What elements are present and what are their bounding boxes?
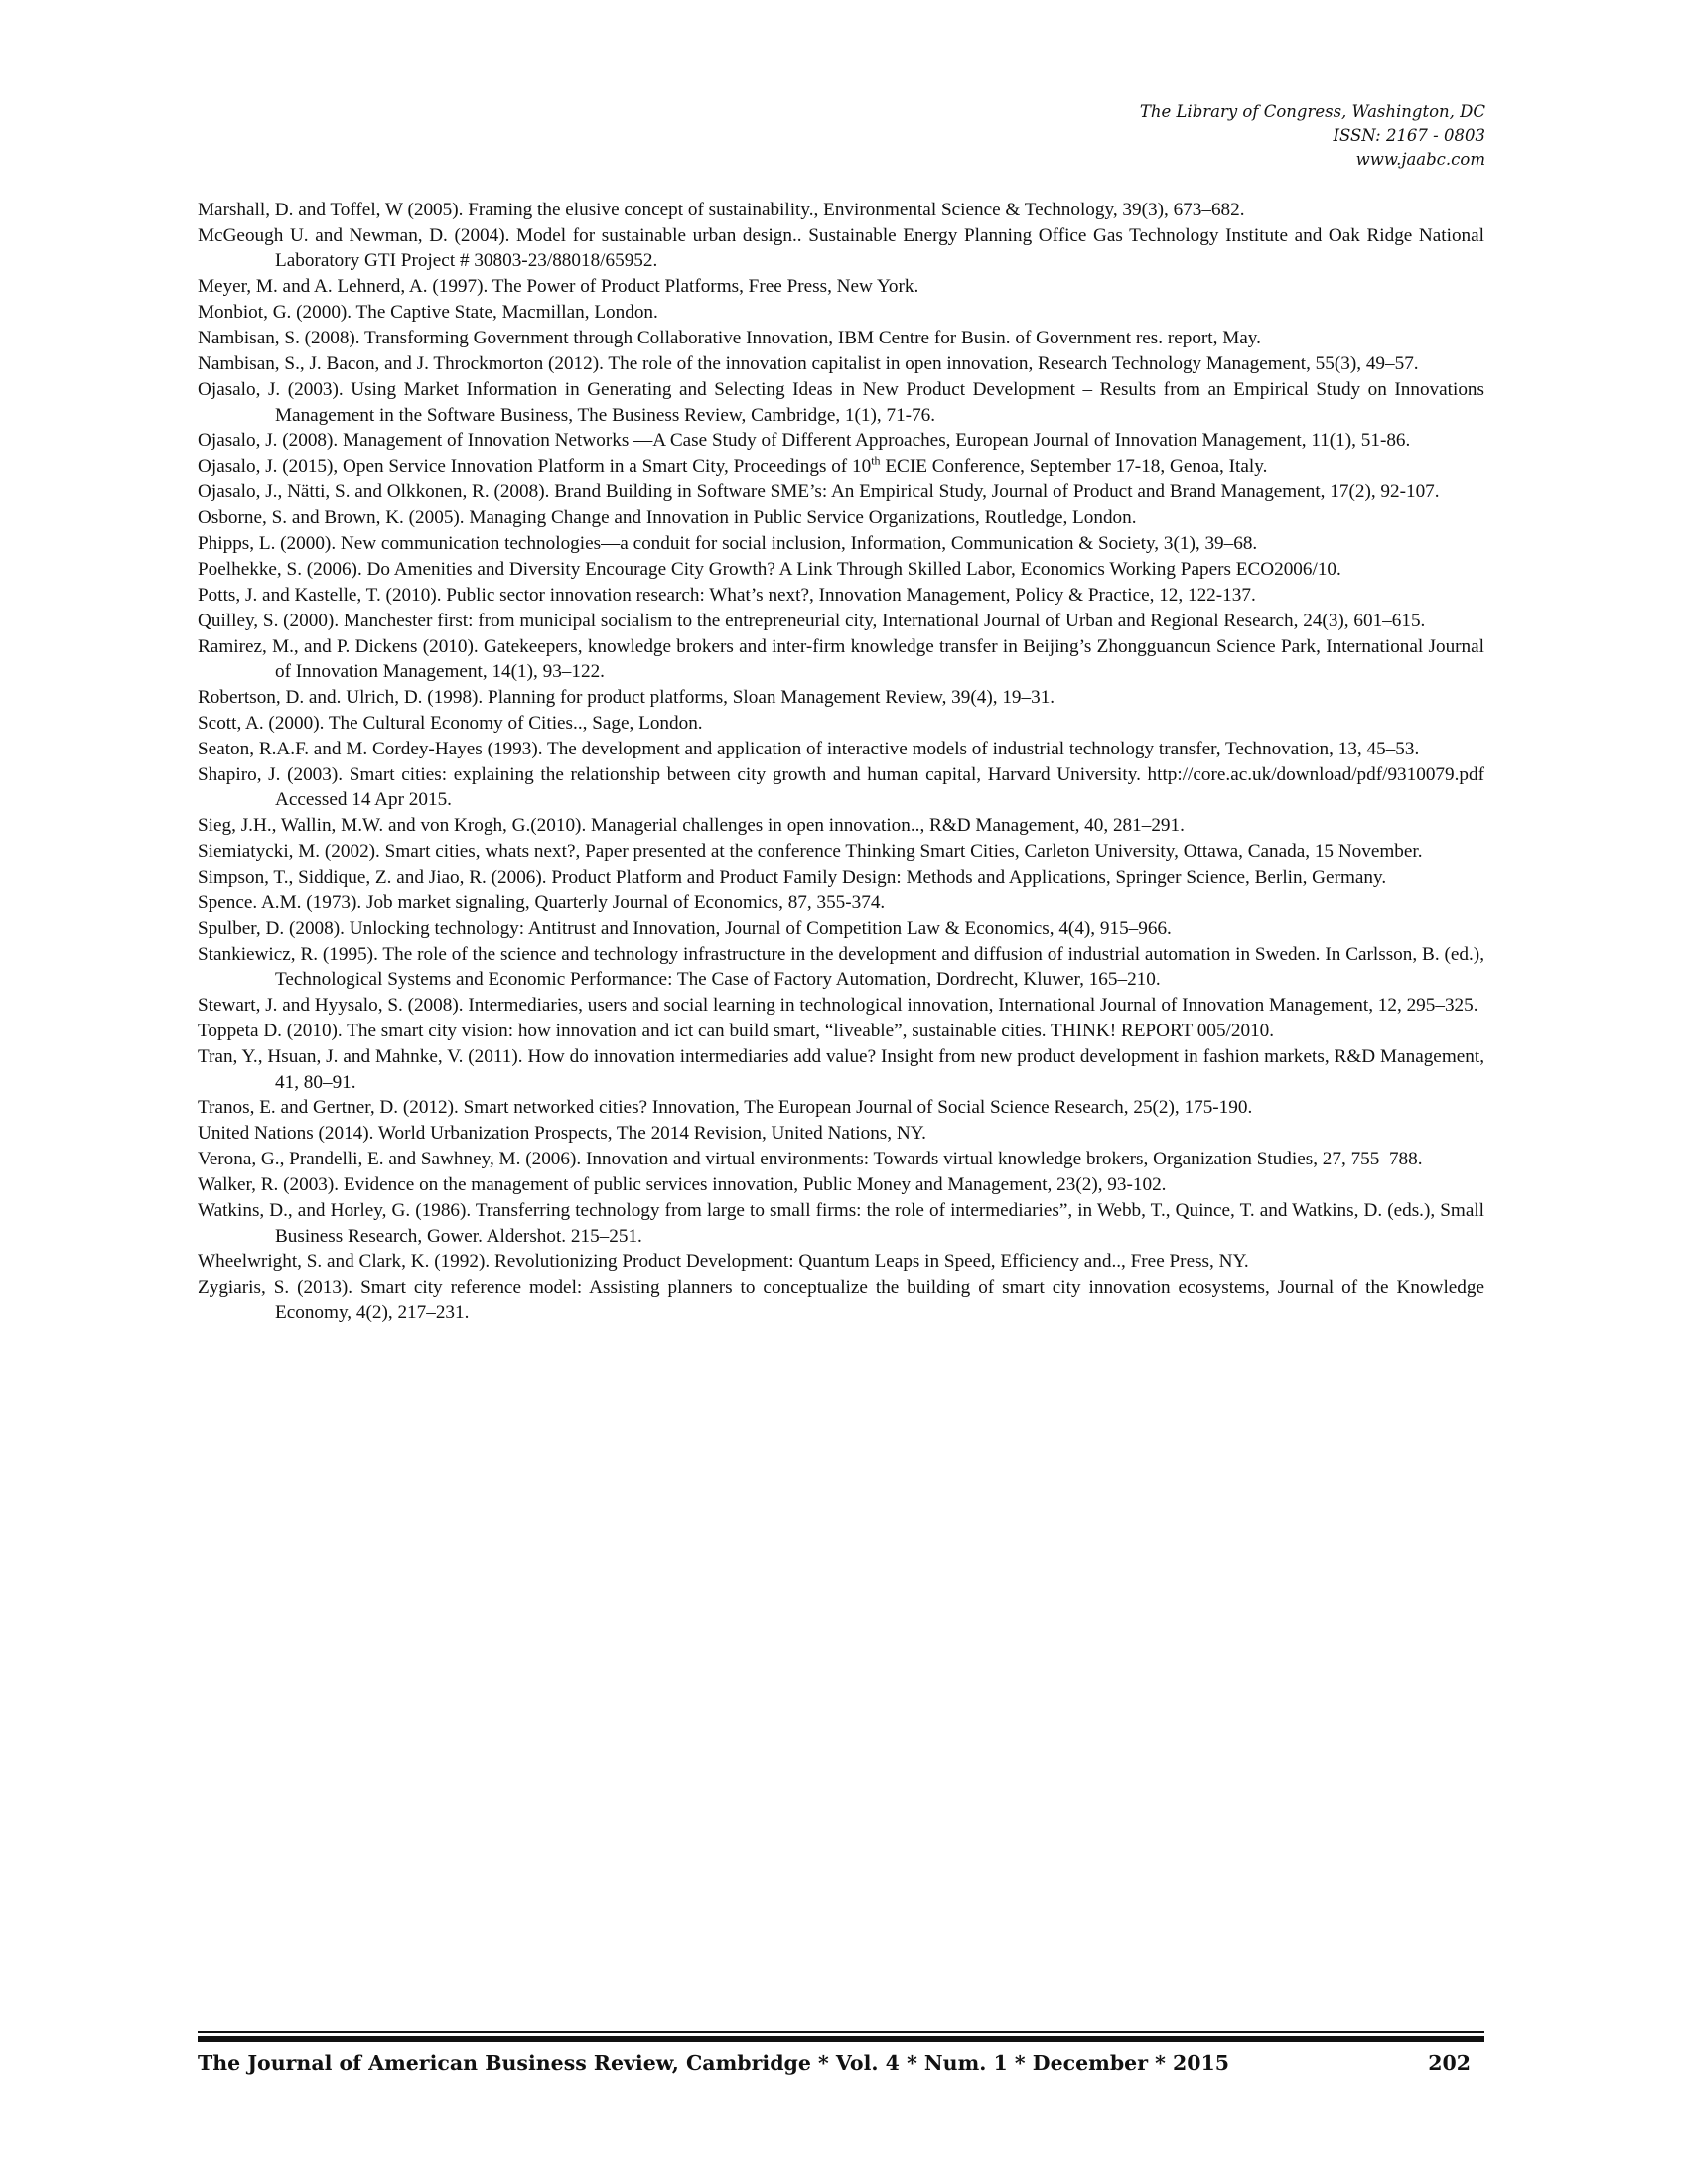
reference-entry: Ramirez, M., and P. Dickens (2010). Gatekeepers, knowledge brokers and inter-firm knowledge transfer in Beijing’s Zhongguancun Science Park, International Journal of Innovation Management, 14(1), 93–122. — [198, 635, 1484, 683]
reference-entry: Simpson, T., Siddique, Z. and Jiao, R. (2006). Product Platform and Product Family Design: Methods and Applications, Springer Science, Berlin, Germany. — [198, 866, 1387, 887]
reference-entry: Potts, J. and Kastelle, T. (2010). Public sector innovation research: What’s next?, Innovation Management, Policy & Practice, 12, 122-137. — [198, 584, 1256, 606]
reference-entry: Quilley, S. (2000). Manchester first: from municipal socialism to the entrepreneurial city, International Journal of Urban and Regional Research, 24(3), 601–615. — [198, 610, 1426, 631]
reference-entry: Ojasalo, J. (2008). Management of Innovation Networks —A Case Study of Different Approaches, European Journal of Innovation Management, 11(1), 51-86. — [198, 430, 1411, 452]
footer-rule-thick — [198, 2036, 1484, 2042]
reference-entry — [198, 454, 1484, 479]
reference-entry: Sieg, J.H., Wallin, M.W. and von Krogh, G.(2010). Managerial challenges in open innovation.., R&D Management, 40, 281–291. — [198, 815, 1185, 837]
reference-entry: Watkins, D., and Horley, G. (1986). Transferring technology from large to small firms: the role of intermediaries”, in Webb, T., Quince, T. and Watkins, D. (eds.), Small Business Research, Gower. Aldershot. 215–251. — [198, 1199, 1484, 1247]
reference-entry: Siemiatycki, M. (2002). Smart cities, whats next?, Paper presented at the conference Thinking Smart Cities, Carleton University, Ottawa, Canada, 15 November. — [198, 841, 1423, 863]
reference-entry: Wheelwright, S. and Clark, K. (1992). Revolutionizing Product Development: Quantum Leaps in Speed, Efficiency and.., Free Press, NY. — [198, 1251, 1249, 1273]
reference-entry: Phipps, L. (2000). New communication technologies—a conduit for social inclusion, Information, Communication & Society, 3(1), 39–68. — [198, 532, 1258, 554]
reference-entry: Verona, G., Prandelli, E. and Sawhney, M. (2006). Innovation and virtual environments: Towards virtual knowledge brokers, Organization Studies, 27, 755–788. — [198, 1149, 1423, 1170]
reference-entry: Zygiaris, S. (2013). Smart city reference model: Assisting planners to conceptualize the building of smart city innovation ecosystems, Journal of the Knowledge Economy, 4(2), 217–231. — [198, 1277, 1484, 1323]
running-header — [1140, 100, 1485, 172]
reference-entry: Robertson, D. and. Ulrich, D. (1998). Planning for product platforms, Sloan Management Review, 39(4), 19–31. — [198, 687, 1055, 709]
reference-text: Ojasalo, J. (2015), Open Service Innovation Platform in a Smart City, Proceedings of 10 — [198, 456, 872, 478]
reference-entry: Scott, A. (2000). The Cultural Economy of Cities.., Sage, London. — [198, 712, 703, 734]
reference-entry: Shapiro, J. (2003). Smart cities: explaining the relationship between city growth and human capital, Harvard University. http://core.ac.uk/download/pdf/9310079.pdf Accessed 14 Apr 2015. — [198, 763, 1484, 811]
reference-entry: Ojasalo, J., Nätti, S. and Olkkonen, R. (2008). Brand Building in Software SME’s: An Empirical Study, Journal of Product and Brand Management, 17(2), 92-107. — [198, 481, 1440, 503]
reference-entry: Nambisan, S., J. Bacon, and J. Throckmorton (2012). The role of the innovation capitalist in open innovation, Research Technology Management, 55(3), 49–57. — [198, 353, 1419, 375]
reference-entry: Marshall, D. and Toffel, W (2005). Framing the elusive concept of sustainability., Environmental Science & Technology, 39(3), 673–682. — [198, 200, 1245, 220]
reference-entry: Tran, Y., Hsuan, J. and Mahnke, V. (2011). How do innovation intermediaries add value? Insight from new product development in fashion markets, R&D Management, 41, 80–91. — [198, 1045, 1484, 1093]
reference-entry: Stankiewicz, R. (1995). The role of the science and technology infrastructure in the development and diffusion of industrial automation in Sweden. In Carlsson, B. (ed.), Technological Systems and Economic Performance: The Case of Factory Automation, Dordrecht, Kluwer, 165–210. — [198, 943, 1484, 991]
footer-rule-thin — [198, 2031, 1484, 2033]
reference-entry: Poelhekke, S. (2006). Do Amenities and Diversity Encourage City Growth? A Link Through Skilled Labor, Economics Working Papers ECO2006/10. — [198, 558, 1341, 580]
reference-entry: Seaton, R.A.F. and M. Cordey-Hayes (1993). The development and application of interactive models of industrial technology transfer, Technovation, 13, 45–53. — [198, 738, 1420, 759]
reference-entry: Ojasalo, J. (2003). Using Market Information in Generating and Selecting Ideas in New Product Development – Results from an Empirical Study on Innovations Management in the Software Business, The Business Review, Cambridge, 1(1), 71-76. — [198, 378, 1484, 426]
reference-entry: Osborne, S. and Brown, K. (2005). Managing Change and Innovation in Public Service Organizations, Routledge, London. — [198, 507, 1137, 529]
reference-entry: Spulber, D. (2008). Unlocking technology: Antitrust and Innovation, Journal of Competition Law & Economics, 4(4), 915–966. — [198, 917, 1172, 939]
reference-entry: Meyer, M. and A. Lehnerd, A. (1997). The Power of Product Platforms, Free Press, New York. — [198, 276, 919, 298]
header-website: www.jaabc.com — [1355, 150, 1485, 169]
reference-entry: Tranos, E. and Gertner, D. (2012). Smart networked cities? Innovation, The European Journal of Social Science Research, 25(2), 175-190. — [198, 1097, 1253, 1119]
reference-entry: Walker, R. (2003). Evidence on the management of public services innovation, Public Money and Management, 23(2), 93-102. — [198, 1174, 1167, 1196]
header-library: The Library of Congress, Washington, DC — [1139, 102, 1485, 121]
ordinal-superscript: th — [871, 453, 881, 468]
header-issn: ISSN: 2167 - 0803 — [1333, 126, 1485, 145]
reference-entry: Nambisan, S. (2008). Transforming Government through Collaborative Innovation, IBM Centre for Busin. of Government res. report, May. — [198, 328, 1261, 349]
reference-entry: Toppeta D. (2010). The smart city vision: how innovation and ict can build smart, “liveable”, sustainable cities. THINK! REPORT 005/2010. — [198, 1021, 1275, 1042]
reference-text: ECIE Conference, September 17-18, Genoa, Italy. — [880, 456, 1268, 478]
reference-list — [198, 198, 1484, 1326]
running-footer — [198, 2051, 1484, 2081]
reference-entry: Spence. A.M. (1973). Job market signaling, Quarterly Journal of Economics, 87, 355-374. — [198, 891, 886, 913]
reference-entry: McGeough U. and Newman, D. (2004). Model for sustainable urban design.. Sustainable Energy Planning Office Gas Technology Institute and Oak Ridge National Laboratory GTI Project # 30803-23/88018/65952. — [198, 224, 1484, 272]
reference-entry: Monbiot, G. (2000). The Captive State, Macmillan, London. — [198, 302, 658, 324]
page-number: 202 — [1428, 2051, 1471, 2075]
footer-journal-info: The Journal of American Business Review, Cambridge * Vol. 4 * Num. 1 * December * 2015 — [198, 2051, 1230, 2075]
reference-entry: United Nations (2014). World Urbanization Prospects, The 2014 Revision, United Nations, NY. — [198, 1123, 926, 1145]
reference-entry: Stewart, J. and Hyysalo, S. (2008). Intermediaries, users and social learning in technological innovation, International Journal of Innovation Management, 12, 295–325. — [198, 995, 1478, 1017]
